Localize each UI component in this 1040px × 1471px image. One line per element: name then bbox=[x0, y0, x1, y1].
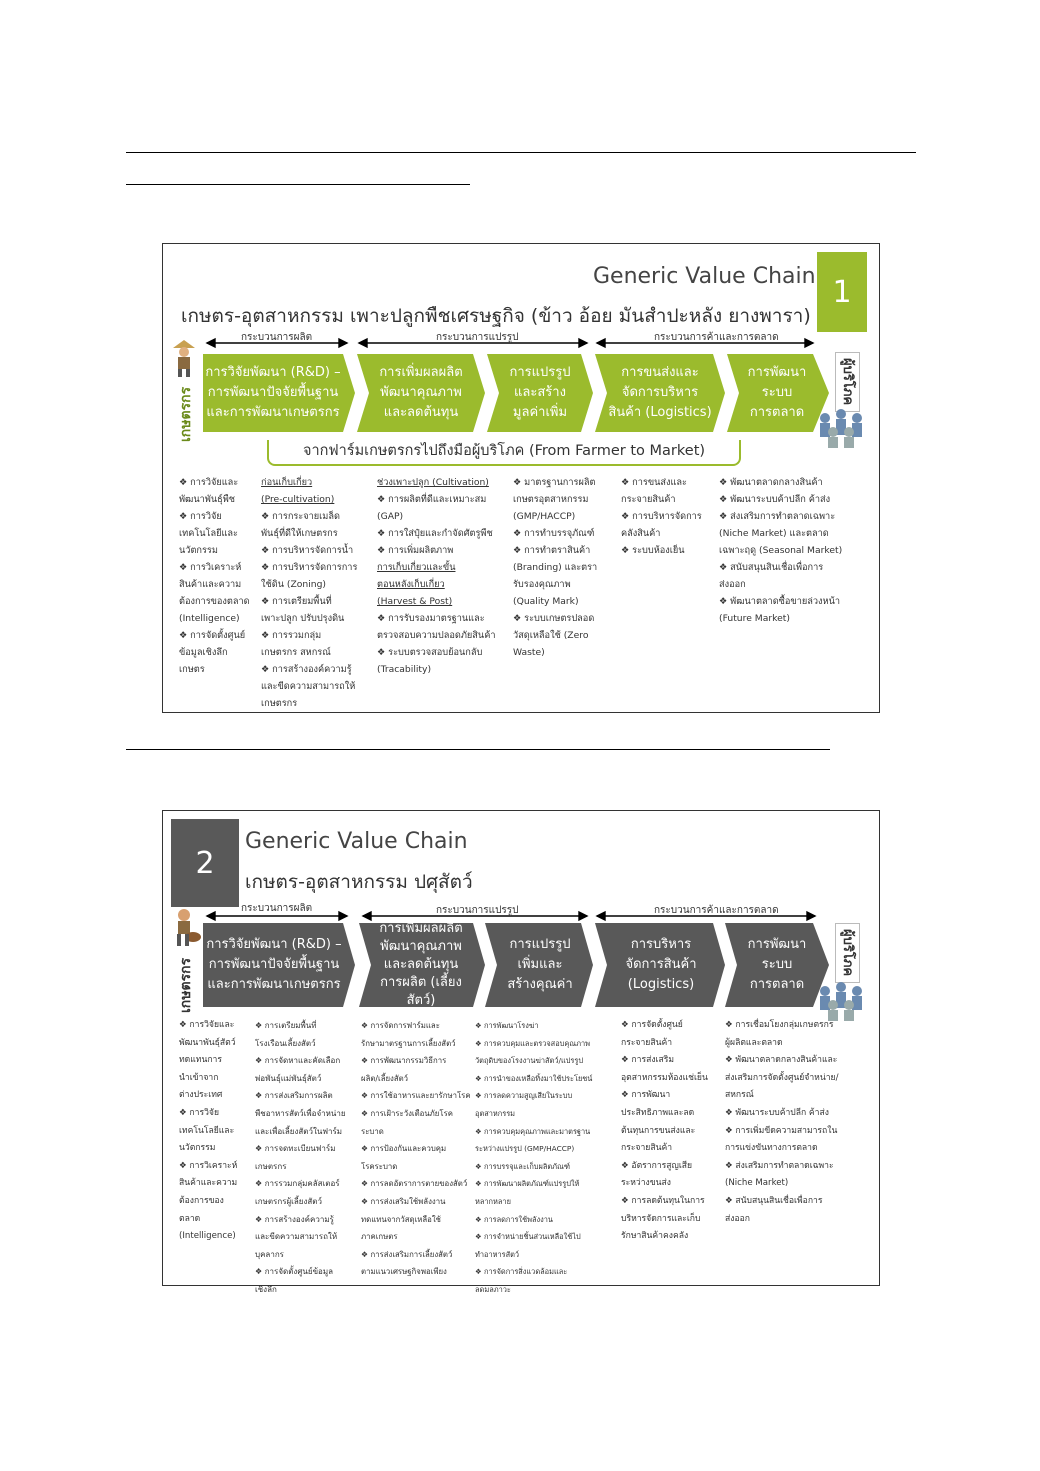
value-chain-figure-2 bbox=[162, 810, 880, 1294]
figure-1-number-box: 1 bbox=[817, 252, 867, 332]
figure-1-stage-trade: กระบวนการค้าและการตลาด bbox=[654, 332, 779, 343]
rule-1 bbox=[126, 152, 916, 153]
figure-2-column-farm-management: ❖ การจัดการฟาร์มและ รักษามาตรฐานการเลี้ยงสัตว์ ❖ การพัฒนากรรมวิธีการ ผลิต/เลี้ยงสัตว์ ❖ การใช้อาหารและยารักษาโรค ❖ การเฝ้าระวังเตือนภัยโรค ระบาด ❖ การป้องกันและควบคุม โรคระบาด ❖ การลดอัตราการตายของสัตว์ ❖ การส่งเสริมใช้พลังงาน ทดแทนจากวัสดุเหลือใช้ ภาคเกษตร ❖ การส่งเสริมการเลี้ยงสัตว์ ตามแนวเศรษฐกิจพอเพียง bbox=[361, 1021, 471, 1277]
figure-2-stage-processing: กระบวนการแปรรูป bbox=[436, 905, 519, 916]
figure-1-title-th: เกษตร-อุตสาหกรรม เพาะปลูกพืชเศรษฐกิจ (ข้าว อ้อย มันสำปะหลัง ยางพารา) bbox=[181, 305, 811, 327]
figure-2-column-rnd: ❖ การวิจัยและ พัฒนาพันธุ์สัตว์ ทดแทนการ นำเข้าจาก ต่างประเทศ ❖ การวิจัย เทคโนโลยีและ นวัตกรรม ❖ การวิเคราะห์ สินค้าและความ ต้องการของ ตลาด (Intelligence) bbox=[179, 1020, 238, 1242]
figure-2-column-preparation: ❖ การเตรียมพื้นที่ โรงเรือนเลี้ยงสัตว์ ❖ การจัดหาและคัดเลือก พ่อพันธุ์แม่พันธุ์สัตว์ ❖ การส่งเสริมการผลิต พืชอาหารสัตว์เพื่อจำหน่าย และเพื่อเลี้ยงสัตว์ในฟาร์ม ❖ การจดทะเบียนฟาร์ม เกษตรกร ❖ การรวมกลุ่มคลัสเตอร์ เกษตรกรผู้เลี้ยงสัตว์ ❖ การสร้างองค์ความรู้ และขีดความสามารถให้ บุคลากร ❖ การจัดตั้งศูนย์ข้อมูล เชิงลึก bbox=[255, 1021, 346, 1294]
figure-2-stage-trade: กระบวนการค้าและการตลาด bbox=[654, 905, 779, 916]
figure-2-stage-production: กระบวนการผลิต bbox=[241, 903, 313, 914]
figure-1-chevron-logistics: การขนส่งและ จัดการบริหาร สินค้า (Logistics) bbox=[608, 364, 712, 421]
figure-2-chevron-processing: การแปรรูป เพิ่มและ สร้างคุณค่า bbox=[507, 936, 573, 993]
figure-2-column-marketing: ❖ การเชื่อมโยงกลุ่มเกษตรกร ผู้ผลิตและตลาด ❖ พัฒนาตลาดกลางสินค้าและ ส่งเสริมการจัดตั้งศูนย์จำหน่าย/ สหกรณ์ ❖ พัฒนาระบบค้าปลีก ค้าส่ง ❖ การเพิ่มขีดความสามารถใน การแข่งขันทางการตลาด ❖ ส่งเสริมการทำตลาดเฉพาะ (Niche Market) ❖ สนับสนุนสินเชื่อเพื่อการ ส่งออก bbox=[725, 1020, 839, 1224]
figure-1-column-rnd: ❖ การวิจัยและ พัฒนาพันธุ์พืช ❖ การวิจัย เทคโนโลยีและ นวัตกรรม ❖ การวิเคราะห์ สินค้าและความ ต้องการของตลาด (Intelligence) ❖ การจัดตั้งศูนย์ ข้อมูลเชิงลึก เกษตร bbox=[179, 477, 250, 675]
figure-1-chevron-processing: การแปรรูป และสร้าง มูลค่าเพิ่ม bbox=[509, 364, 571, 421]
figure-1-stage-production: กระบวนการผลิต bbox=[241, 332, 313, 343]
figure-1-column-logistics: ❖ การขนส่งและ กระจายสินค้า ❖ การบริหารจัดการ คลังสินค้า ❖ ระบบห้องเย็น bbox=[621, 477, 702, 556]
figure-1-chevron-marketing: การพัฒนา ระบบ การตลาด bbox=[747, 364, 807, 421]
figure-2-column-processing: ❖ การพัฒนาโรงฆ่า ❖ การควบคุมและตรวจสอบคุณภาพ วัตถุดิบของโรงงานฆ่าสัตว์/แปรรูป ❖ การนำของเหลือทิ้งมาใช้ประโยชน์ ❖ การลดความสูญเสียในระบบ อุตสาหกรรม ❖ การควบคุมคุณภาพและมาตรฐาน ระหว่างแปรรูป (GMP/HACCP) ❖ การบรรจุและเก็บผลิตภัณฑ์ ❖ การพัฒนาผลิตภัณฑ์แปรรูปให้ หลากหลาย ❖ การลดการใช้พลังงาน ❖ การจำหน่ายชิ้นส่วนเหลือใช้ไป ทำอาหารสัตว์ ❖ การจัดการสิ่งแวดล้อมและ ลดมลภาวะ bbox=[475, 1021, 593, 1294]
figure-1-column-pre-cultivation: ก่อนเก็บเกี่ยว (Pre-cultivation) ❖ การกระจายเมล็ด พันธุ์ที่ดีให้เกษตรกร ❖ การบริหารจัดการน้ำ ❖ การบริหารจัดการการ ใช้ดิน (Zoning) ❖ การเตรียมพื้นที่ เพาะปลูก ปรับปรุงดิน ❖ การรวมกลุ่ม เกษตรกร สหกรณ์ ❖ การสร้างองค์ความรู้ และขีดความสามารถให้ เกษตรกร bbox=[261, 477, 358, 709]
figure-1-chevron-productivity: การเพิ่มผลผลิต พัฒนาคุณภาพ และลดต้นทุน bbox=[379, 364, 463, 421]
value-chain-figure-1 bbox=[162, 243, 880, 713]
figure-1-farmer-label: เกษตรกร bbox=[178, 386, 194, 442]
consumers-icon bbox=[815, 406, 871, 450]
figure-1-column-cultivation: ช่วงเพาะปลูก (Cultivation) ❖ การผลิตที่ดีและเหมาะสม (GAP) ❖ การใส่ปุ๋ยและกำจัดศัตรูพืช ❖ การเพิ่มผลิตภาพ การเก็บเกี่ยวและขั้น ตอนหลังเก็บเกี่ยว (Harvest & Post) ❖ การรับรองมาตรฐานและ ตรวจสอบความปลอดภัยสินค้า ❖ ระบบตรวจสอบย้อนกลับ (Tracability) bbox=[377, 477, 496, 675]
figure-2-chevron-logistics: การบริหาร จัดการสินค้า (Logistics) bbox=[625, 936, 697, 993]
figure-2-consumer-label: ผู้บริโภค bbox=[835, 923, 860, 983]
figure-1-column-processing: ❖ มาตรฐานการผลิต เกษตรอุตสาหกรรม (GMP/HACCP) ❖ การทำบรรจุภัณฑ์ ❖ การทำตราสินค้า (Branding) และตรา รับรองคุณภาพ (Quality Mark) ❖ ระบบเกษตรปลอด วัสดุเหลือใช้ (Zero Waste) bbox=[513, 477, 598, 658]
figure-2-number-box: 2 bbox=[171, 819, 239, 907]
figure-2-title-th: เกษตร-อุตสาหกรรม ปศุสัตว์ bbox=[245, 871, 473, 893]
figure-2-chevron-marketing: การพัฒนา ระบบ การตลาด bbox=[747, 936, 807, 993]
rule-2 bbox=[126, 184, 470, 185]
figure-2-farmer-label: เกษตรกร bbox=[178, 957, 194, 1013]
figure-2-column-logistics: ❖ การจัดตั้งศูนย์ กระจายสินค้า ❖ การส่งเสริม อุตสาหกรรมห้องแช่เย็น ❖ การพัฒนา ประสิทธิภาพและลด ต้นทุนการขนส่งและ กระจายสินค้า ❖ อัตราการสูญเสีย ระหว่างขนส่ง ❖ การลดต้นทุนในการ บริหารจัดการและเก็บ รักษาสินค้าคงคลัง bbox=[621, 1020, 708, 1242]
figure-1-stage-processing: กระบวนการแปรรูป bbox=[436, 332, 519, 343]
figure-1-consumer-label: ผู้บริโภค bbox=[835, 352, 860, 412]
figure-2-title-en: Generic Value Chain bbox=[245, 829, 468, 854]
figure-2-chevron-productivity: การเพิ่มผลผลิต พัฒนาคุณภาพ และลดต้นทุน การผลิต (เลี้ยงสัตว์) bbox=[379, 920, 463, 1009]
rule-3 bbox=[126, 749, 830, 750]
figure-2-chevron-rnd: การวิจัยพัฒนา (R&D) – การพัฒนาปัจจัยพื้นฐาน และการพัฒนาเกษตรกร bbox=[206, 936, 342, 993]
figure-1-column-marketing: ❖ พัฒนาตลาดกลางสินค้า ❖ พัฒนาระบบค้าปลีก ค้าส่ง ❖ ส่งเสริมการทำตลาดเฉพาะ (Niche Market) และตลาด เฉพาะฤดู (Seasonal Market) ❖ สนับสนุนสินเชื่อเพื่อการ ส่งออก ❖ พัฒนาตลาดซื้อขายล่วงหน้า (Future Market) bbox=[719, 477, 843, 624]
figure-1-title-en: Generic Value Chain bbox=[593, 264, 816, 289]
figure-1-farm-to-market-band: จากฟาร์มเกษตรกรไปถึงมือผู้บริโภค (From Farmer to Market) bbox=[267, 440, 741, 466]
figure-1-chevron-rnd: การวิจัยพัฒนา (R&D) – การพัฒนาปัจจัยพื้นฐาน และการพัฒนาเกษตรกร bbox=[205, 364, 341, 421]
